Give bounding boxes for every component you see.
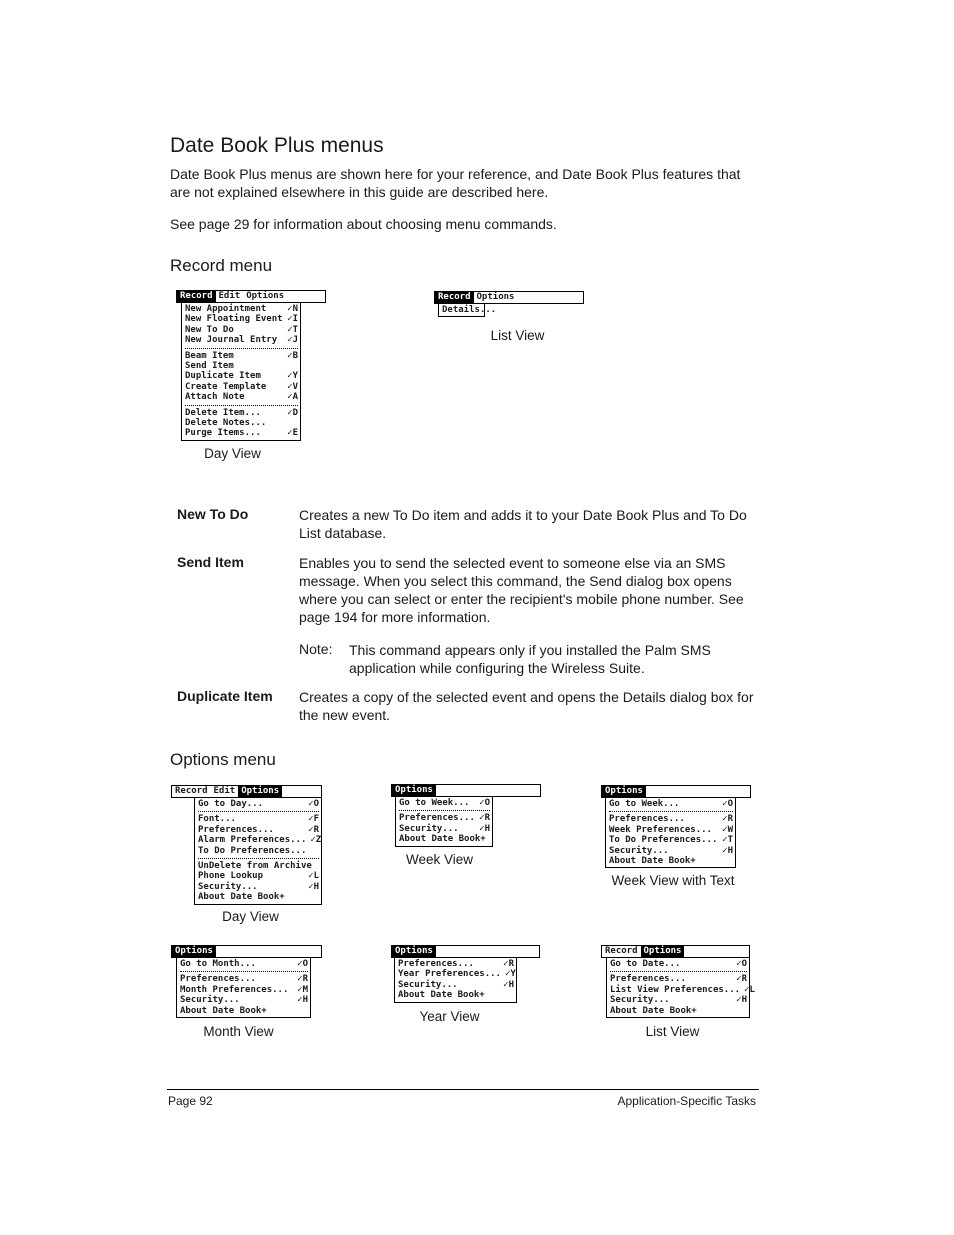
- options-yearview-menu: [394, 958, 517, 1003]
- menu-item[interactable]: [185, 382, 298, 392]
- intro-reference: See page 29 for information about choosing menu commands.: [170, 216, 557, 232]
- menu-item-shortcut: [496, 305, 500, 315]
- caption-options-month-view: Month View: [203, 1024, 274, 1039]
- menu-item-label: Security...: [398, 979, 458, 990]
- menu-item-shortcut: [315, 892, 319, 902]
- options-weektext-menu: [605, 798, 736, 868]
- menu-item-label: Go to Month...: [180, 959, 256, 969]
- options-menu-heading: Options menu: [170, 750, 276, 769]
- term-send-item: Send Item: [177, 554, 244, 570]
- menu-item-shortcut: ✓O: [736, 959, 747, 969]
- menu-item-label: Week Preferences...: [609, 824, 712, 835]
- menu-item-label: Preferences...: [399, 813, 475, 824]
- caption-options-week-view: Week View: [405, 852, 474, 867]
- menu-item-shortcut: [315, 846, 319, 856]
- menu-item[interactable]: [185, 335, 298, 345]
- menu-separator: [198, 811, 319, 812]
- menu-item-label: Beam Item: [185, 350, 234, 361]
- menu-item[interactable]: [185, 418, 298, 428]
- menu-item-label: New Journal Entry: [185, 335, 278, 346]
- menu-item[interactable]: [610, 995, 747, 1005]
- menu-item-label: Security...: [198, 881, 258, 892]
- options-weekview-menu: [395, 797, 493, 847]
- menu-item[interactable]: [610, 959, 747, 969]
- menubar-options: Options: [641, 946, 685, 957]
- menu-item-shortcut: ✓R: [503, 959, 514, 969]
- options-yearview-menubar: [391, 945, 540, 958]
- menu-item-shortcut: [743, 1006, 747, 1016]
- options-listview-menubar: [601, 945, 750, 958]
- menu-item[interactable]: [610, 984, 755, 995]
- menu-item-label: Security...: [610, 995, 670, 1006]
- menu-item-label: Preferences...: [398, 959, 474, 969]
- options-dayview-menu: [194, 798, 322, 905]
- menu-item[interactable]: [185, 314, 298, 324]
- menu-item-label: Details...: [442, 305, 497, 315]
- menu-item[interactable]: [198, 814, 319, 824]
- menu-item[interactable]: [609, 814, 733, 824]
- menu-item-shortcut: ✓H: [736, 995, 747, 1006]
- menu-item-shortcut: ✓H: [297, 995, 308, 1006]
- menubar-edit: Edit: [213, 786, 236, 796]
- term-duplicate-item: Duplicate Item: [177, 688, 273, 704]
- menu-item-label: About Date Book+: [398, 990, 485, 1001]
- menu-item-shortcut: ✓D: [287, 407, 298, 418]
- menu-item-label: UnDelete from Archive: [198, 860, 312, 871]
- menu-item-shortcut: ✓T: [287, 324, 298, 335]
- menu-separator: [185, 348, 298, 349]
- menu-item-label: Go to Day...: [198, 799, 264, 809]
- menubar-record: Record: [605, 946, 638, 956]
- menu-item[interactable]: [180, 1006, 308, 1016]
- menu-item-shortcut: ✓V: [287, 381, 298, 392]
- menu-item[interactable]: [609, 856, 733, 866]
- menu-item-shortcut: ✓B: [287, 350, 298, 361]
- menu-item-shortcut: ✓L: [308, 871, 319, 882]
- menu-item-shortcut: ✓N: [287, 304, 298, 314]
- menu-item-label: Go to Date...: [610, 959, 681, 969]
- menu-separator: [609, 811, 733, 812]
- menubar-edit: Edit: [218, 291, 241, 301]
- menu-item[interactable]: [180, 959, 308, 969]
- menu-item-shortcut: ✓O: [479, 798, 490, 808]
- menu-item-shortcut: [294, 361, 298, 371]
- menu-item[interactable]: [185, 428, 298, 438]
- menu-item-label: New To Do: [185, 324, 234, 335]
- caption-record-list-view: List View: [490, 328, 545, 343]
- options-listview-menu: [606, 958, 755, 1018]
- record-listview-menu: [438, 304, 497, 317]
- menu-item-shortcut: ✓I: [287, 314, 298, 325]
- menu-item-label: List View Preferences...: [610, 984, 741, 995]
- menu-item[interactable]: [180, 985, 308, 995]
- menu-item[interactable]: [180, 974, 308, 984]
- menu-item[interactable]: [609, 835, 733, 845]
- menu-item[interactable]: [185, 304, 298, 314]
- menu-item-label: Security...: [180, 995, 240, 1006]
- footer-rule: [167, 1089, 759, 1090]
- menu-item[interactable]: [198, 892, 319, 902]
- menubar-options: Options: [392, 785, 436, 796]
- menu-item[interactable]: [198, 835, 322, 846]
- menubar-options: Options: [602, 786, 646, 797]
- menu-item[interactable]: [610, 974, 747, 984]
- menu-item-shortcut: [729, 856, 733, 866]
- menu-item-label: Font...: [198, 814, 236, 825]
- menu-item-label: Alarm Preferences...: [198, 835, 307, 846]
- menu-item-label: Delete Item...: [185, 407, 261, 418]
- menu-item-shortcut: ✓R: [722, 814, 733, 825]
- page-title: Date Book Plus menus: [170, 134, 384, 157]
- menu-item-label: Go to Week...: [609, 799, 680, 809]
- menu-item-shortcut: ✓E: [287, 428, 298, 439]
- caption-options-list-view: List View: [645, 1024, 700, 1039]
- menubar-record: Record: [435, 292, 474, 303]
- options-weekview-menubar: [391, 784, 541, 797]
- options-monthview-menubar: [171, 945, 322, 958]
- menu-item-shortcut: [294, 418, 298, 428]
- menu-item-shortcut: ✓A: [287, 392, 298, 403]
- menu-item[interactable]: [198, 882, 319, 892]
- menu-item-label: Send Item: [185, 360, 234, 371]
- menu-item-shortcut: [304, 1006, 308, 1016]
- menu-item-label: New Floating Event: [185, 314, 283, 325]
- menu-item-label: Preferences...: [609, 814, 685, 825]
- menu-item[interactable]: [185, 408, 298, 418]
- menu-item[interactable]: [185, 351, 298, 361]
- options-monthview-menu: [176, 958, 311, 1018]
- menu-item-shortcut: ✓Y: [504, 969, 516, 980]
- menu-item-label: To Do Preferences...: [198, 845, 307, 856]
- intro-paragraph: Date Book Plus menus are shown here for your reference, and Date Book Plus features that are not explained elsewhere in this guide are described here.: [170, 166, 741, 200]
- menu-item-shortcut: ✓M: [297, 984, 308, 995]
- menu-item-label: Preferences...: [610, 974, 686, 985]
- caption-options-year-view: Year View: [419, 1009, 480, 1024]
- menubar-record: Record: [175, 786, 208, 796]
- menu-item-label: Security...: [399, 823, 459, 834]
- menu-separator: [399, 810, 490, 811]
- menu-item-shortcut: ✓O: [297, 959, 308, 969]
- menu-item[interactable]: [185, 325, 298, 335]
- menu-item[interactable]: [399, 813, 490, 823]
- caption-options-week-text: Week View with Text: [611, 873, 735, 888]
- menu-item[interactable]: [198, 825, 319, 835]
- record-menu-heading: Record menu: [170, 256, 273, 275]
- menu-item-label: Month Preferences...: [180, 984, 289, 995]
- caption-options-day-view: Day View: [222, 909, 279, 924]
- menu-item-shortcut: ✓Z: [310, 835, 322, 846]
- options-weektext-menubar: [601, 785, 751, 798]
- menu-item-label: About Date Book+: [198, 892, 285, 903]
- menu-item-label: Delete Notes...: [185, 417, 267, 428]
- menu-item-shortcut: ✓O: [722, 799, 733, 809]
- menu-item-label: Duplicate Item: [185, 371, 261, 382]
- menu-item[interactable]: [442, 305, 497, 315]
- menu-item[interactable]: [398, 980, 514, 990]
- menu-separator: [180, 971, 308, 972]
- menu-item-shortcut: ✓H: [479, 823, 490, 834]
- menu-item[interactable]: [399, 798, 490, 808]
- menu-item[interactable]: [198, 846, 319, 856]
- menu-item-shortcut: ✓W: [722, 824, 733, 835]
- term-new-to-do: New To Do: [177, 506, 249, 522]
- menu-item[interactable]: [398, 959, 514, 969]
- menu-item-shortcut: ✓L: [744, 984, 755, 995]
- menubar-options: Options: [238, 786, 282, 797]
- menu-item-label: About Date Book+: [609, 855, 696, 866]
- menu-item-label: New Appointment: [185, 304, 267, 314]
- menu-item[interactable]: [180, 995, 308, 1005]
- menu-item-shortcut: ✓H: [503, 979, 514, 990]
- menu-item-label: Go to Week...: [399, 798, 470, 808]
- menu-item-shortcut: ✓H: [722, 845, 733, 856]
- menu-item[interactable]: [399, 834, 490, 844]
- menu-item-shortcut: ✓H: [308, 881, 319, 892]
- caption-record-day-view: Day View: [204, 446, 261, 461]
- menu-item[interactable]: [398, 990, 514, 1000]
- menu-item-shortcut: ✓T: [722, 835, 733, 846]
- record-dayview-menubar: [176, 290, 326, 303]
- menu-item-label: Attach Note: [185, 392, 245, 403]
- def-send-item: Enables you to send the selected event to someone else via an SMS message. When you select this command, the Send dialog box opens where you can select or enter the recipient's mobile phone number. See page 194 for more information.: [299, 555, 744, 625]
- def-duplicate-item: Creates a copy of the selected event and opens the Details dialog box for the new event.: [299, 689, 754, 723]
- footer-page-number: Page 92: [168, 1094, 213, 1108]
- menu-item-label: Security...: [609, 845, 669, 856]
- menu-item-shortcut: ✓R: [308, 824, 319, 835]
- footer-section: Application-Specific Tasks: [617, 1094, 756, 1108]
- menu-item[interactable]: [610, 1006, 747, 1016]
- menubar-record: Record: [177, 291, 216, 302]
- menu-item-label: Preferences...: [198, 824, 274, 835]
- menu-item[interactable]: [198, 871, 319, 881]
- menu-item[interactable]: [185, 371, 298, 381]
- menu-item-shortcut: [486, 834, 490, 844]
- note-label: Note:: [299, 641, 333, 657]
- menu-item-shortcut: ✓J: [287, 335, 298, 346]
- menu-item-label: Year Preferences...: [398, 969, 501, 980]
- menu-item-label: Create Template: [185, 381, 267, 392]
- menu-item-shortcut: ✓R: [297, 974, 308, 985]
- record-listview-menubar: [434, 291, 584, 304]
- menu-item[interactable]: [609, 846, 733, 856]
- options-dayview-menubar: [171, 785, 322, 798]
- menu-item-shortcut: ✓F: [308, 814, 319, 825]
- menu-item-label: About Date Book+: [180, 1005, 267, 1016]
- record-dayview-menu: [181, 303, 301, 441]
- menu-item-label: Phone Lookup: [198, 871, 264, 882]
- menu-item[interactable]: [399, 824, 490, 834]
- menubar-options: Options: [392, 946, 436, 957]
- menu-item-label: About Date Book+: [610, 1005, 697, 1016]
- def-new-to-do: Creates a new To Do item and adds it to your Date Book Plus and To Do List database.: [299, 507, 747, 541]
- menu-item-label: Purge Items...: [185, 428, 261, 439]
- menu-item-shortcut: [510, 990, 514, 1000]
- menu-item[interactable]: [198, 861, 319, 871]
- menu-separator: [185, 405, 298, 406]
- menu-item-shortcut: ✓O: [308, 799, 319, 809]
- menu-item-shortcut: ✓R: [736, 974, 747, 985]
- menu-item[interactable]: [398, 969, 514, 979]
- note-text: This command appears only if you installed the Palm SMS application while configuring the Wireless Suite.: [349, 642, 711, 676]
- menubar-options: Options: [172, 946, 216, 957]
- menu-item-label: About Date Book+: [399, 834, 486, 845]
- menu-item-label: Preferences...: [180, 974, 256, 985]
- menu-item-shortcut: [315, 861, 319, 871]
- menubar-options: Options: [476, 292, 515, 302]
- menu-item[interactable]: [185, 361, 298, 371]
- menu-item[interactable]: [609, 825, 733, 835]
- menu-item[interactable]: [609, 799, 733, 809]
- menu-item-shortcut: ✓Y: [287, 371, 298, 382]
- menubar-options: Options: [246, 291, 285, 301]
- menu-separator: [198, 858, 319, 859]
- menu-item-shortcut: ✓R: [479, 813, 490, 824]
- menu-item[interactable]: [198, 799, 319, 809]
- menu-separator: [610, 971, 747, 972]
- menu-item-label: To Do Preferences...: [609, 835, 718, 846]
- menu-item[interactable]: [185, 392, 298, 402]
